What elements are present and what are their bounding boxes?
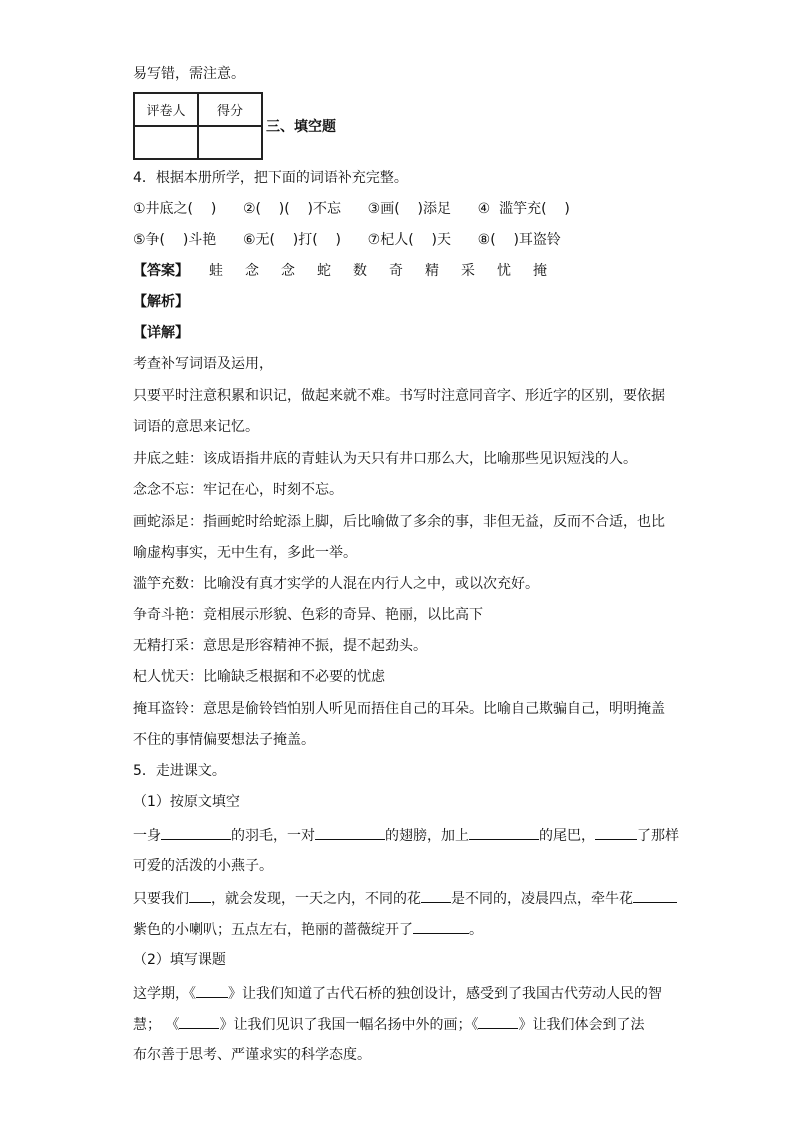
blank[interactable]	[469, 825, 539, 840]
q4-stem: 4．根据本册所学，把下面的词语补充完整。	[133, 170, 408, 186]
q5-stem: 5．走进课文。	[133, 763, 226, 779]
blank[interactable]	[189, 888, 211, 903]
score-table	[133, 92, 263, 160]
blank[interactable]	[413, 919, 469, 934]
detail-line: 井底之蛙：该成语指井底的青蛙认为天只有井口那么大，比喻那些见识短浅的人。	[133, 451, 637, 467]
answer-char: 数	[353, 263, 367, 279]
answer-char: 忧	[497, 263, 511, 279]
detail-line: 无精打采：意思是形容精神不振，提不起劲头。	[133, 638, 427, 654]
detail-line: 念念不忘：牢记在心，时刻不忘。	[133, 482, 343, 498]
section-title: 三、填空题	[266, 119, 336, 135]
fill-line: 一身 的羽毛，一对 的翅膀，加上 的尾巴， 了那样	[133, 825, 679, 846]
blank[interactable]	[595, 825, 637, 840]
answer-char: 蛇	[317, 263, 331, 279]
score-cell[interactable]	[198, 126, 262, 159]
blank[interactable]	[196, 983, 228, 998]
detail-line: 考查补写词语及运用，	[133, 356, 273, 372]
fill-line: 布尔善于思考、严谨求实的科学态度。	[133, 1047, 371, 1063]
blank[interactable]	[179, 1014, 219, 1029]
detail-line: 词语的意思来记忆。	[133, 419, 259, 435]
fill-line: 只要我们 ，就会发现，一天之内，不同的花 是不同的，凌晨四点，牵牛花	[133, 888, 677, 909]
answer-char: 精	[425, 263, 439, 279]
q5-part1-title: （1）按原文填空	[133, 794, 240, 810]
detail-line: 杞人忧天：比喻缺乏根据和不必要的忧虑	[133, 669, 385, 685]
answer-char: 念	[245, 263, 259, 279]
detail-line: 只要平时注意积累和识记，做起来就不难。书写时注意同音字、形近字的区别，要依据	[133, 388, 665, 404]
fill-line: 可爱的活泼的小燕子。	[133, 858, 273, 874]
answer-char: 掩	[533, 263, 547, 279]
detail-line: 争奇斗艳：竞相展示形貌、色彩的奇异、艳丽，以比高下	[133, 607, 483, 623]
fill-line: 这学期，《 》让我们知道了古代石桥的独创设计，感受到了我国古代劳动人民的智	[133, 983, 662, 1004]
answer-char: 念	[281, 263, 295, 279]
score-header: 得分	[198, 93, 262, 126]
answer-line	[133, 261, 569, 281]
fill-line: 慧； 《 》让我们见识了我国一幅名扬中外的画；《 》让我们体会到了法	[133, 1014, 644, 1035]
answer-char: 蛙	[209, 263, 223, 279]
detail-line: 滥竽充数：比喻没有真才实学的人混在内行人之中，或以次充好。	[133, 576, 539, 592]
answer-char: 奇	[389, 263, 403, 279]
grader-header: 评卷人	[134, 93, 198, 126]
blank[interactable]	[161, 825, 231, 840]
grader-cell[interactable]	[134, 126, 198, 159]
answer-char: 采	[461, 263, 475, 279]
detail-line: 不住的事情偏要想法子掩盖。	[133, 732, 315, 748]
blank[interactable]	[478, 1014, 518, 1029]
blank[interactable]	[315, 825, 385, 840]
detail-line: 喻虚构事实，无中生有，多此一举。	[133, 545, 357, 561]
analysis-label: 【解析】	[133, 294, 189, 310]
detail-line: 画蛇添足：指画蛇时给蛇添上脚，后比喻做了多余的事，非但无益，反而不合适，也比	[133, 514, 665, 530]
blank[interactable]	[421, 888, 451, 903]
fill-line: 紫色的小喇叭；五点左右，艳丽的蔷薇绽开了 。	[133, 919, 483, 940]
answer-label: 【答案】	[133, 263, 189, 279]
q4-row2: ⑤争( )斗艳 ⑥无( )打( ) ⑦杞人( )天 ⑧( )耳盗铃	[133, 232, 561, 248]
q4-row1: ①井底之( ) ②( )( )不忘 ③画( )添足 ④ 滥竽充( )	[133, 201, 570, 217]
q5-part2-title: （2）填写课题	[133, 952, 226, 968]
detail-label: 【详解】	[133, 325, 189, 341]
blank[interactable]	[633, 888, 677, 903]
intro-line: 易写错，需注意。	[133, 66, 245, 82]
detail-line: 掩耳盗铃：意思是偷铃铛怕别人听见而捂住自己的耳朵。比喻自己欺骗自己，明明掩盖	[133, 701, 665, 717]
